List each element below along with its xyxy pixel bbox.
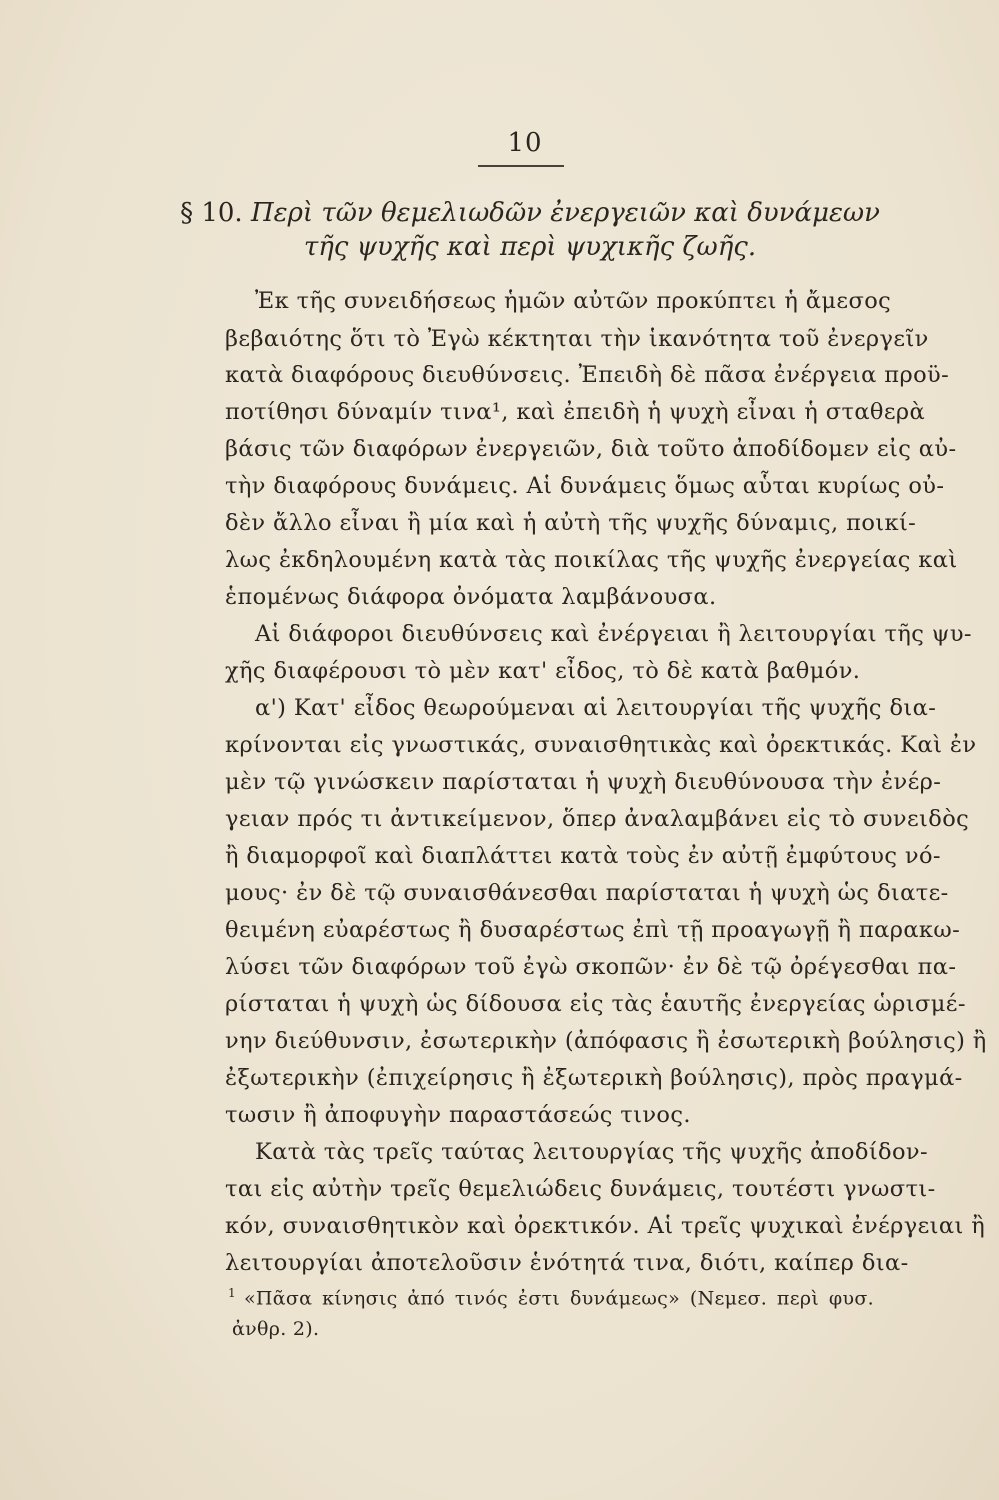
text-line-11: χῆς διαφέρουσι τὸ μὲν κατ' εἶδος, τὸ δὲ κατὰ βαθμόν. <box>225 658 861 684</box>
text-line-1: Ἐκ τῆς συνειδήσεως ἡμῶν αὐτῶν προκύπτει ἡ ἄμεσος <box>255 288 892 314</box>
text-line-25: ται εἰς αὐτὴν τρεῖς θεμελιώδεις δυνάμεις, τουτέστι γνωστι- <box>225 1176 936 1202</box>
text-line-15: γειαν πρός τι ἀντικείμενον, ὅπερ ἀναλαμβάνει εἰς τὸ συνειδὸς <box>225 806 970 832</box>
text-line-27: λειτουργίαι ἀποτελοῦσιν ἑνότητά τινα, διότι, καίπερ δια- <box>225 1250 909 1276</box>
text-line-24: Κατὰ τὰς τρεῖς ταύτας λειτουργίας τῆς ψυχῆς ἀποδίδον- <box>255 1139 929 1165</box>
page-number: 10 <box>507 128 543 158</box>
text-line-18: θειμένη εὐαρέστως ἢ δυσαρέστως ἐπὶ τῇ προαγωγῇ ἢ παρακω- <box>225 917 961 943</box>
text-line-13: κρίνονται εἰς γνωστικάς, συναισθητικὰς καὶ ὀρεκτικάς. Καὶ ἐν <box>225 732 977 758</box>
text-line-14: μὲν τῷ γινώσκειν παρίσταται ἡ ψυχὴ διευθύνουσα τὴν ἐνέρ- <box>225 769 942 795</box>
section-number: § 10. <box>180 198 243 228</box>
text-line-8: λως ἐκδηλουμένη κατὰ τὰς ποικίλας τῆς ψυχῆς ἐνεργείας καὶ <box>225 547 958 573</box>
footnote-text: «Πᾶσα κίνησις ἀπό τινός ἐστι δυνάμεως» (Νεμεσ. περὶ φυσ. <box>243 1287 874 1310</box>
text-line-5: βάσις τῶν διαφόρων ἐνεργειῶν, διὰ τοῦτο ἀποδίδομεν εἰς αὐ- <box>225 436 957 462</box>
section-title-line-2: τῆς ψυχῆς καὶ περὶ ψυχικῆς ζωῆς. <box>303 232 757 262</box>
text-line-12: α') Κατ' εἶδος θεωρούμεναι αἱ λειτουργίαι τῆς ψυχῆς δια- <box>255 695 937 721</box>
text-line-19: λύσει τῶν διαφόρων τοῦ ἐγὼ σκοπῶν· ἐν δὲ τῷ ὀρέγεσθαι πα- <box>225 954 957 980</box>
text-line-2: βεβαιότης ὅτι τὸ Ἐγὼ κέκτηται τὴν ἱκανότητα τοῦ ἐνεργεῖν <box>225 326 929 352</box>
text-line-7: δὲν ἄλλο εἶναι ἢ μία καὶ ἡ αὐτὴ τῆς ψυχῆς δύναμις, ποικί- <box>225 510 917 536</box>
footnote-mark: 1 <box>228 1286 236 1300</box>
text-line-21: νην διεύθυνσιν, ἐσωτερικὴν (ἀπόφασις ἢ ἐσωτερικὴ βούλησις) ἢ <box>225 1028 987 1054</box>
page-number-rule <box>478 165 564 167</box>
text-line-23: τωσιν ἢ ἀποφυγὴν παραστάσεώς τινος. <box>225 1102 691 1128</box>
text-line-6: τὴν διαφόρους δυνάμεις. Αἱ δυνάμεις ὅμως αὗται κυρίως οὐ- <box>225 473 945 499</box>
text-line-3: κατὰ διαφόρους διευθύνσεις. Ἐπειδὴ δὲ πᾶσα ἐνέργεια προϋ- <box>225 362 950 388</box>
text-line-16: ἢ διαμορφοῖ καὶ διαπλάττει κατὰ τοὺς ἐν αὐτῇ ἐμφύτους νό- <box>225 843 941 869</box>
text-line-4: ποτίθησι δύναμίν τινα¹, καὶ ἐπειδὴ ἡ ψυχὴ εἶναι ἡ σταθερὰ <box>225 399 926 425</box>
text-line-20: ρίσταται ἡ ψυχὴ ὡς δίδουσα εἰς τὰς ἑαυτῆς ἐνεργείας ὡρισμέ- <box>225 991 966 1017</box>
footnote-line-2: ἀνθρ. 2). <box>232 1318 320 1340</box>
text-line-26: κόν, συναισθητικὸν καὶ ὀρεκτικόν. Αἱ τρεῖς ψυχικαὶ ἐνέργειαι ἢ <box>225 1213 986 1239</box>
text-line-10: Αἱ διάφοροι διευθύνσεις καὶ ἐνέργειαι ἢ λειτουργίαι τῆς ψυ- <box>255 621 972 647</box>
text-line-17: μους· ἐν δὲ τῷ συναισθάνεσθαι παρίσταται ἡ ψυχὴ ὡς διατε- <box>225 880 949 906</box>
section-title-line-1: Περὶ τῶν θεμελιωδῶν ἐνεργειῶν καὶ δυνάμεων <box>250 198 880 228</box>
text-line-9: ἑπομένως διάφορα ὀνόματα λαμβάνουσα. <box>225 584 717 610</box>
text-line-22: ἐξωτερικὴν (ἐπιχείρησις ἢ ἐξωτερικὴ βούλησις), πρὸς πραγμά- <box>225 1065 963 1091</box>
section-heading <box>0 198 999 228</box>
footnote-line-1 <box>228 1286 874 1309</box>
